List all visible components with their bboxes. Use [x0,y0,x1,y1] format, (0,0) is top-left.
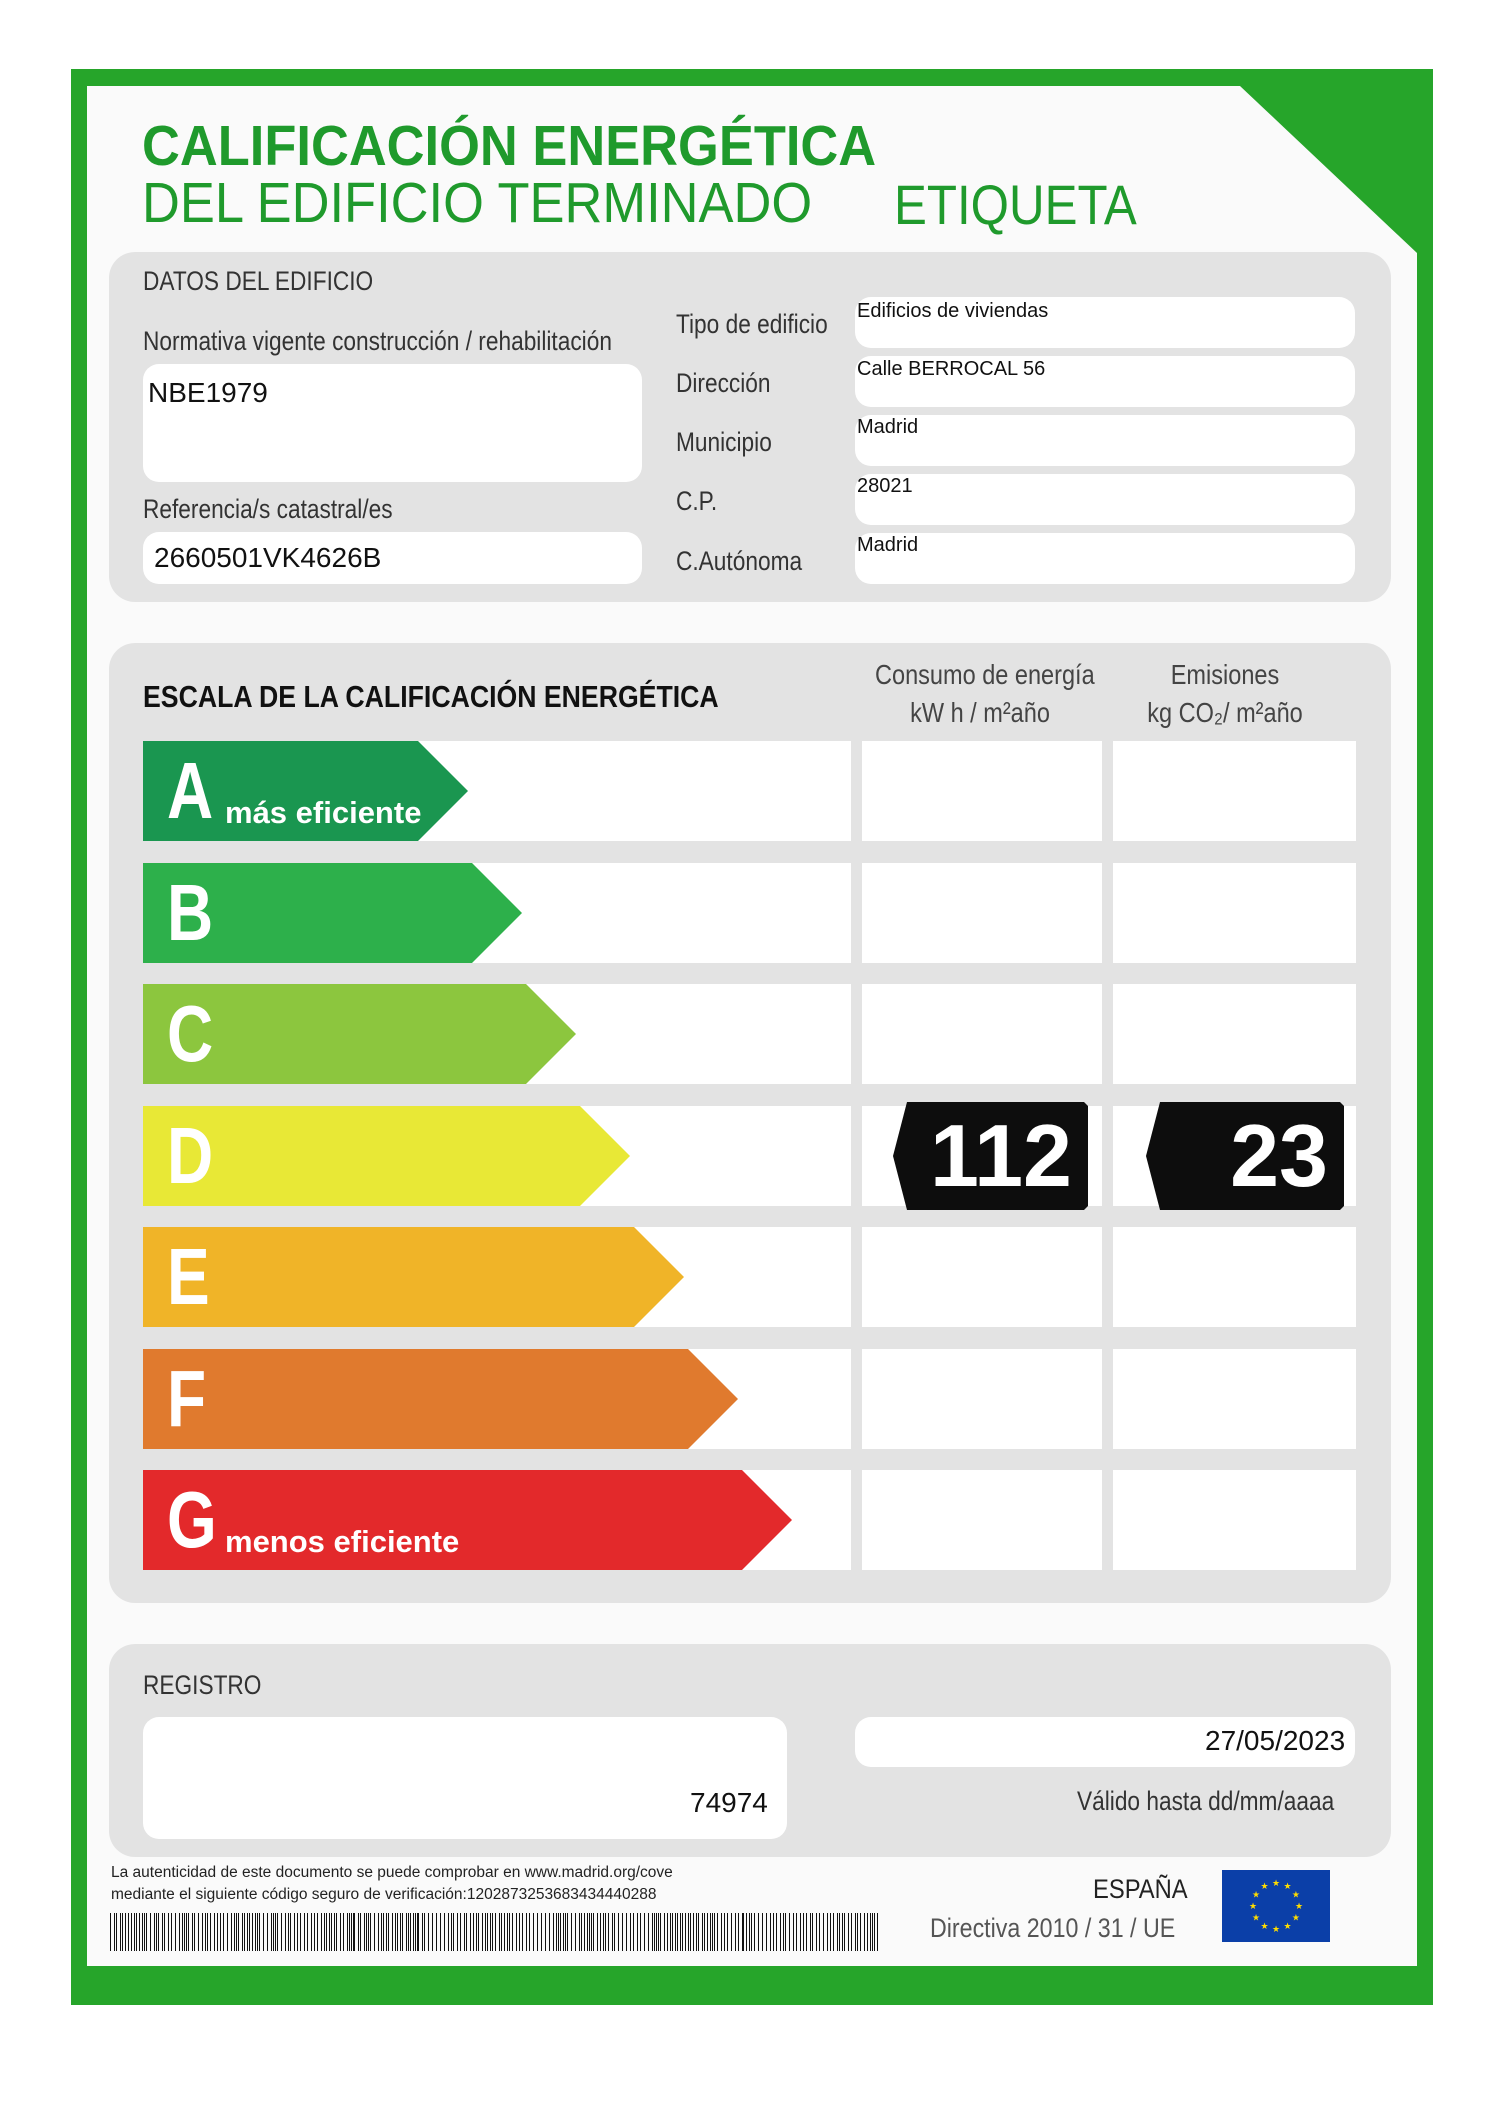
corner-triangle [1240,86,1417,253]
registro-box [143,1717,787,1839]
svg-text:★: ★ [1252,1913,1261,1924]
registro-date: 27/05/2023 [1205,1725,1346,1756]
cp-box [855,474,1355,525]
rating-arrow-g [143,1470,792,1570]
directive-label: Directiva 2010 / 31 / UE [930,1913,1176,1943]
comunidad-value: Madrid [857,534,919,556]
emisiones-cell [1113,741,1356,841]
referencia-label: Referencia/s catastral/es [143,494,393,524]
direccion-label: Dirección [676,368,771,398]
rating-letter: A [167,746,214,835]
tipo-edificio-label: Tipo de edificio [676,309,828,339]
consumo-badge [893,1102,1088,1210]
municipio-value: Madrid [857,416,919,438]
rating-scale-title: ESCALA DE LA CALIFICACIÓN ENERGÉTICA [143,679,719,714]
rating-arrow-e [143,1227,684,1327]
rating-arrow-a [143,741,468,841]
referencia-value: 2660501VK4626B [154,542,382,573]
normativa-value: NBE1979 [148,377,268,408]
eu-flag-icon [1222,1870,1330,1942]
consumo-cell [862,1470,1102,1570]
consumo-cell [862,863,1102,963]
svg-text:★: ★ [1271,1925,1281,1935]
barcode [110,1913,880,1951]
registro-number: 74974 [690,1787,768,1818]
rating-arrow-c [143,984,576,1084]
emisiones-cell [1113,1227,1356,1327]
etiqueta-label: ETIQUETA [894,173,1137,236]
valid-until-label: Válido hasta dd/mm/aaaa [1077,1786,1335,1816]
registro-title: REGISTRO [143,1670,262,1700]
municipio-box [855,415,1355,466]
emisiones-cell [1113,1349,1356,1449]
country-label: ESPAÑA [1093,1874,1188,1904]
rating-letter: G [167,1475,217,1564]
rating-letter: E [167,1232,210,1321]
rating-letter: D [167,1111,214,1200]
comunidad-label: C.Autónoma [676,546,803,576]
cp-label: C.P. [676,486,718,516]
building-data-title: DATOS DEL EDIFICIO [143,266,374,296]
rating-letter: C [167,989,214,1078]
rating-arrow-f [143,1349,738,1449]
direccion-value: Calle BERROCAL 56 [857,358,1046,380]
title-line-2: DEL EDIFICIO TERMINADO [142,171,813,235]
cp-value: 28021 [857,475,913,497]
emisiones-cell [1113,984,1356,1084]
svg-text:★: ★ [1271,1879,1281,1889]
emisiones-badge [1146,1102,1344,1210]
verification-line-1: La autenticidad de este documento se puede comprobar en www.madrid.org/cove [111,1864,673,1881]
consumo-cell [862,741,1102,841]
normativa-label: Normativa vigente construcción / rehabilitación [143,326,612,356]
svg-text:★: ★ [1248,1902,1258,1912]
rating-arrow-d [143,1106,630,1206]
rating-sublabel: más eficiente [225,795,422,830]
svg-text:★: ★ [1283,1921,1292,1932]
rating-sublabel: menos eficiente [225,1524,460,1559]
municipio-label: Municipio [676,427,772,457]
svg-text:★: ★ [1291,1913,1300,1924]
consumo-header-1: Consumo de energía [875,659,1095,690]
consumo-header-2: kW h / m²año [910,697,1050,728]
rating-letter: F [167,1354,207,1443]
consumo-badge-value: 112 [930,1106,1072,1205]
svg-text:★: ★ [1294,1902,1304,1912]
comunidad-box [855,533,1355,584]
consumo-cell [862,1349,1102,1449]
svg-text:★: ★ [1291,1890,1300,1901]
tipo-edificio-value: Edificios de viviendas [857,300,1049,322]
rating-letter: B [167,868,214,957]
svg-text:★: ★ [1260,1921,1269,1932]
svg-text:★: ★ [1260,1882,1269,1893]
verification-line-2: mediante el siguiente código seguro de verificación:1202873253683434440288 [111,1886,657,1903]
svg-text:★: ★ [1283,1882,1292,1893]
emisiones-header-2: kg CO₂/ m²año [1147,697,1303,728]
consumo-cell [862,984,1102,1084]
emisiones-cell [1113,1470,1356,1570]
svg-text:★: ★ [1252,1890,1261,1901]
consumo-cell [862,1227,1102,1327]
title-line-1: CALIFICACIÓN ENERGÉTICA [142,114,877,178]
emisiones-badge-value: 23 [1230,1106,1328,1205]
emisiones-header-1: Emisiones [1170,659,1280,690]
rating-arrow-b [143,863,522,963]
emisiones-cell [1113,863,1356,963]
